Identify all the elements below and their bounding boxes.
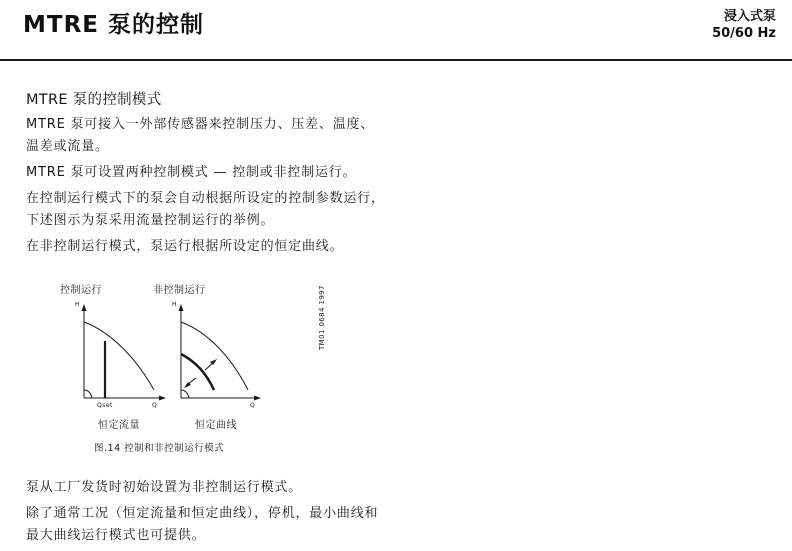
section-title: MTRE 泵的控制模式 — [26, 92, 162, 108]
figure-diagram — [56, 278, 356, 458]
page-header — [0, 0, 792, 62]
right-diagram-label: 非控制运行 — [153, 285, 206, 296]
right-max-curve — [181, 322, 248, 390]
bottom-paragraph-1: 泵从工厂发货时初始设置为非控制运行模式。 — [26, 480, 303, 495]
left-pump-curve — [84, 322, 154, 390]
right-axes — [179, 304, 262, 401]
qset-label: Qset — [97, 402, 113, 409]
paragraph-3: 在控制运行模式下的泵会自动根据所设定的控制参数运行，下述图示为泵采用流量控制运行的举例。 — [26, 191, 385, 228]
bottom-paragraph-2: 除了通常工况（恒定流量和恒定曲线），停机，最小曲线和最大曲线运行模式也可提供。 — [26, 506, 379, 543]
right-h-arrow — [179, 304, 184, 311]
figure-caption: 图.14 控制和非控制运行模式 — [94, 443, 225, 454]
right-q-arrow — [254, 396, 261, 401]
header-frequency: 50/60 Hz — [712, 26, 776, 41]
constant-curve-label: 恒定曲线 — [195, 420, 237, 431]
constant-curve — [181, 354, 214, 390]
right-h-label: H — [172, 301, 178, 308]
main-section — [26, 88, 386, 262]
bottom-section — [26, 477, 386, 551]
left-q-arrow — [159, 396, 166, 401]
paragraph-4: 在非控制运行模式，泵运行根据所设定的恒定曲线。 — [26, 239, 344, 254]
left-q-label: Q — [152, 402, 158, 409]
control-mode-figure — [56, 278, 356, 458]
left-h-label: H — [75, 301, 81, 308]
left-diagram-label: 控制运行 — [60, 285, 102, 296]
constant-flow-label: 恒定流量 — [98, 420, 140, 431]
left-h-arrow — [82, 304, 87, 311]
right-small-curve — [181, 390, 189, 398]
figure-code: TM01 0684 1997 — [318, 285, 326, 350]
left-small-curve — [84, 390, 92, 398]
header-product-info — [712, 8, 776, 42]
paragraph-2: MTRE 泵可设置两种控制模式 — 控制或非控制运行。 — [26, 165, 357, 180]
paragraph-1: MTRE 泵可接入一外部传感器来控制压力、压差、温度、温差或流量。 — [26, 117, 375, 154]
left-axes — [82, 304, 167, 401]
page-title: MTRE 泵的控制 — [23, 12, 205, 38]
header-divider — [0, 59, 792, 61]
right-q-label: Q — [250, 402, 256, 409]
header-product-type: 浸入式泵 — [723, 9, 776, 24]
